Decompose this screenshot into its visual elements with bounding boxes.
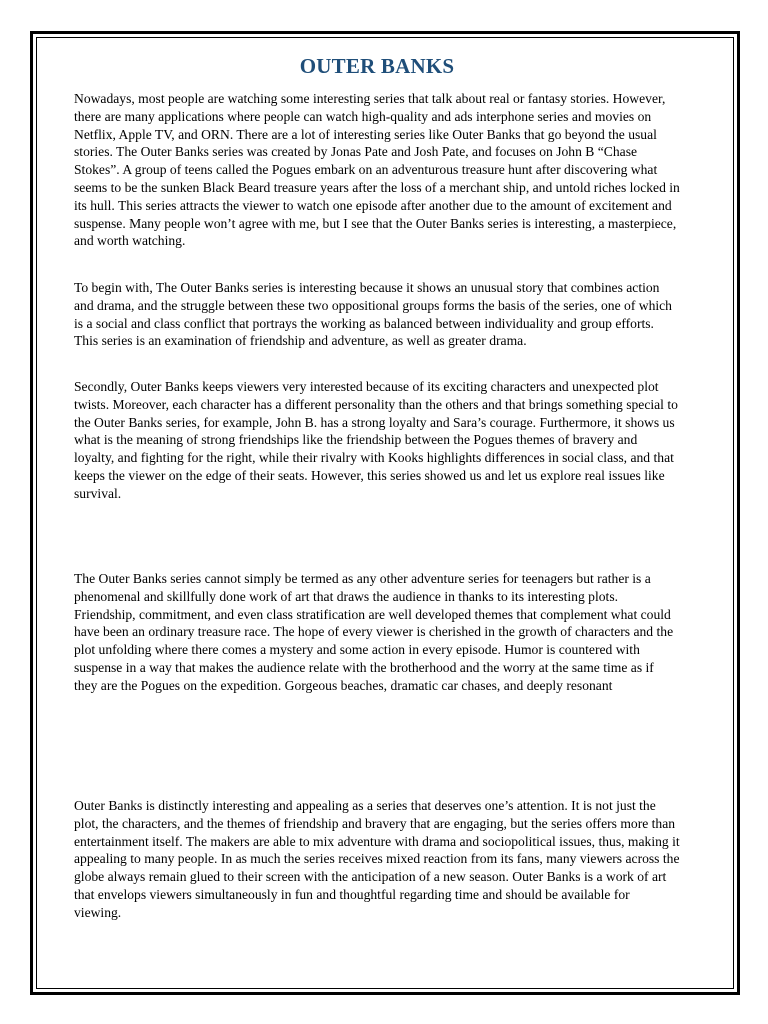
paragraph-conclusion: Outer Banks is distinctly interesting and appealing as a series that deserves one’s attention. It is not just the plot, the characters, and the themes of friendship and bravery that are engaging, but the series offers more than entertainment itself. The makers are able to mix adventure with drama and sociopolitical issues, thus, making it appealing to many people. In as much the series receives mixed reaction from its fans, many viewers across the globe always remain glued to their screen with the anticipation of a new season. Outer Banks is a work of art that envelops viewers simultaneously in fun and thoughtful regarding time and should be available for viewing. [74,798,680,920]
document-body [74,52,680,920]
document-title: OUTER BANKS [299,54,455,78]
paragraph-introduction: Nowadays, most people are watching some interesting series that talk about real or fantasy stories. However, there are many applications where people can watch high-quality and ads interphone series and movies on Netflix, Apple TV, and ORN. There are a lot of interesting series like Outer Banks that go beyond the usual stories. The Outer Banks series was created by Jonas Pate and Josh Pate, and focuses on John B “Chase Stokes”. A group of teens called the Pogues embark on an adventurous treasure hunt after discovering what seems to be the sunken Black Beard treasure years after the loss of a merchant ship, and untold riches locked in its hull. This series attracts the viewer to watch one episode after another due to the amount of excitement and suspense. Many people won’t agree with me, but I see that the Outer Banks series is interesting, a masterpiece, and worth watching. [74,91,680,249]
paragraph-first-point: To begin with, The Outer Banks series is interesting because it shows an unusual story that combines action and drama, and the struggle between these two oppositional groups forms the basis of the series, one of which is a social and class conflict that portrays the working as balanced between individuality and group efforts. This series is an examination of friendship and adventure, as well as greater drama. [74,280,672,349]
paragraph-third-point: The Outer Banks series cannot simply be termed as any other adventure series for teenagers but rather is a phenomenal and skillfully done work of art that draws the audience in thanks to its interesting plots. Friendship, commitment, and even class stratification are well developed themes that complement what could have been an ordinary treasure race. The hope of every viewer is cherished in the growth of characters and the plot unfolding where there comes a mystery and some action in every episode. Humor is countered with suspense in a way that makes the audience relate with the brotherhood and the worry at the same time as if they are the Pogues on the expedition. Gorgeous beaches, dramatic car chases, and deeply resonant [74,571,674,693]
paragraph-second-point: Secondly, Outer Banks keeps viewers very interested because of its exciting characters and unexpected plot twists. Moreover, each character has a different personality than the others and that brings something special to the Outer Banks series, for example, John B. has a strong loyalty and Sara’s courage. Furthermore, it shows us what is the meaning of strong friendships like the friendship between the Pogues themes of bravery and loyalty, and fighting for the right, while their rivalry with Kooks highlights differences in social class, and that keeps the viewer on the edge of their seats. However, this series showed us and let us explore real issues like survival. [74,379,678,501]
